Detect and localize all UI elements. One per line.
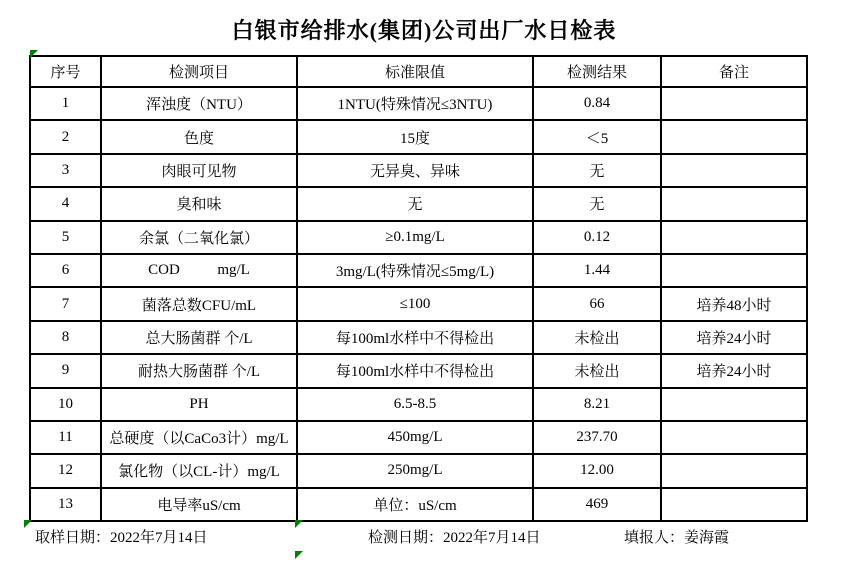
standard-limit-cell: 450mg/L [297,421,533,454]
row-number-cell: 7 [30,287,101,320]
cell-error-indicator-icon [295,551,303,559]
remark-cell: 培养48小时 [661,287,807,320]
result-cell: 12.00 [533,454,661,487]
cell-error-indicator-icon [30,50,38,58]
item-cell: 菌落总数CFU/mL [101,287,297,320]
cell-error-indicator-icon [24,520,32,528]
row-number-cell: 9 [30,354,101,387]
remark-cell: 培养24小时 [661,354,807,387]
result-cell: 0.84 [533,87,661,120]
test-date-label: 检测日期：2022年7月14日 [368,530,541,546]
table-row [30,488,807,521]
item-cell: 电导率uS/cm [101,488,297,521]
table-row [30,388,807,421]
remark-cell [661,120,807,153]
result-cell: ＜5 [533,120,661,153]
row-number-cell: 5 [30,221,101,254]
table-row [30,87,807,120]
result-cell: 无 [533,154,661,187]
table-row [30,321,807,354]
column-header-result: 检测结果 [533,56,661,87]
standard-limit-cell: 单位：uS/cm [297,488,533,521]
sampling-date-label: 取样日期：2022年7月14日 [35,530,208,546]
table-row [30,287,807,320]
remark-cell [661,154,807,187]
row-number-cell: 2 [30,120,101,153]
remark-cell [661,87,807,120]
remark-cell [661,221,807,254]
table-row [30,187,807,220]
result-cell: 未检出 [533,354,661,387]
cell-error-indicator-icon [295,520,303,528]
item-cell: 色度 [101,120,297,153]
standard-limit-cell: 无异臭、异味 [297,154,533,187]
row-number-cell: 8 [30,321,101,354]
item-cell: 臭和味 [101,187,297,220]
item-cell: 总大肠菌群 个/L [101,321,297,354]
column-header-standard: 标准限值 [297,56,533,87]
result-cell: 469 [533,488,661,521]
result-cell: 无 [533,187,661,220]
column-header-remark: 备注 [661,56,807,87]
standard-limit-cell: 15度 [297,120,533,153]
row-number-cell: 12 [30,454,101,487]
table-row [30,354,807,387]
standard-limit-cell: ≥0.1mg/L [297,221,533,254]
row-number-cell: 6 [30,254,101,287]
result-cell: 237.70 [533,421,661,454]
row-number-cell: 10 [30,388,101,421]
remark-cell [661,254,807,287]
row-number-cell: 11 [30,421,101,454]
result-cell: 0.12 [533,221,661,254]
item-cell: 肉眼可见物 [101,154,297,187]
item-cell: 浑浊度（NTU） [101,87,297,120]
daily-inspection-table [29,55,808,522]
table-row [30,221,807,254]
remark-cell [661,388,807,421]
table-row [30,120,807,153]
standard-limit-cell: ≤100 [297,287,533,320]
result-cell: 1.44 [533,254,661,287]
table-row [30,154,807,187]
row-number-cell: 3 [30,154,101,187]
item-cell: PH [101,388,297,421]
row-number-cell: 1 [30,87,101,120]
item-cell: 总硬度（以CaCo3计）mg/L [101,421,297,454]
item-cell: COD mg/L [101,254,297,287]
result-cell: 未检出 [533,321,661,354]
column-header-item: 检测项目 [101,56,297,87]
result-cell: 8.21 [533,388,661,421]
remark-cell [661,421,807,454]
item-cell: 余氯（二氧化氯） [101,221,297,254]
table-row [30,421,807,454]
remark-cell [661,488,807,521]
standard-limit-cell: 250mg/L [297,454,533,487]
remark-cell: 培养24小时 [661,321,807,354]
standard-limit-cell: 每100ml水样中不得检出 [297,321,533,354]
row-number-cell: 4 [30,187,101,220]
reporter-label: 填报人：姜海霞 [624,530,730,546]
page-title: 白银市给排水(集团)公司出厂水日检表 [231,18,617,43]
standard-limit-cell: 每100ml水样中不得检出 [297,354,533,387]
standard-limit-cell: 无 [297,187,533,220]
standard-limit-cell: 1NTU(特殊情况≤3NTU) [297,87,533,120]
standard-limit-cell: 6.5-8.5 [297,388,533,421]
standard-limit-cell: 3mg/L(特殊情况≤5mg/L) [297,254,533,287]
row-number-cell: 13 [30,488,101,521]
remark-cell [661,187,807,220]
remark-cell [661,454,807,487]
item-cell: 耐热大肠菌群 个/L [101,354,297,387]
result-cell: 66 [533,287,661,320]
header-row [30,56,807,87]
table-row [30,254,807,287]
table-row [30,454,807,487]
item-cell: 氯化物（以CL-计）mg/L [101,454,297,487]
column-header-no: 序号 [30,56,101,87]
